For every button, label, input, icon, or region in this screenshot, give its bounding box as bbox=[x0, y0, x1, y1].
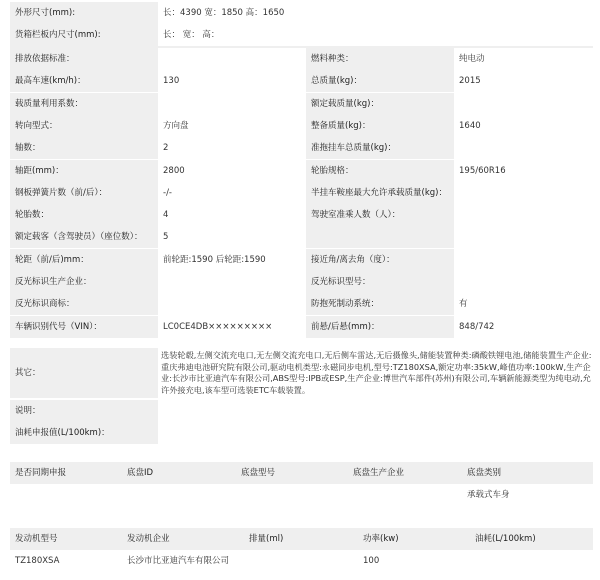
spec-value: 前轮距:1590 后轮距:1590 bbox=[158, 249, 306, 271]
spec-value: 848/742 bbox=[454, 316, 593, 338]
other-label: 其它： bbox=[10, 348, 158, 398]
dims-value: 长：4390 宽：1850 高：1650 bbox=[158, 2, 593, 24]
chassis-table bbox=[10, 462, 593, 506]
spec-value bbox=[158, 93, 306, 115]
spec-value: 有 bbox=[454, 293, 593, 315]
spec-row bbox=[10, 93, 593, 115]
chassis-header: 底盘类别 bbox=[462, 462, 593, 484]
spec-row bbox=[10, 293, 593, 315]
spec-value: 4 bbox=[158, 204, 306, 226]
chassis-cell bbox=[348, 484, 462, 506]
spec-value bbox=[158, 48, 306, 70]
engine-header: 功率(kw) bbox=[358, 528, 470, 550]
chassis-cell bbox=[122, 484, 236, 506]
spec-row bbox=[10, 137, 593, 159]
spec-value bbox=[454, 137, 593, 159]
spec-label: 载质量利用系数： bbox=[10, 93, 158, 115]
spec-row bbox=[10, 316, 593, 338]
spec-value: 2015 bbox=[454, 70, 593, 92]
spec-label: 轮距（前/后)mm： bbox=[10, 249, 158, 271]
spec-row bbox=[10, 160, 593, 182]
spec-label: 轮胎规格： bbox=[306, 160, 454, 182]
spec-value: -/- bbox=[158, 182, 306, 204]
chassis-header: 底盘型号 bbox=[236, 462, 348, 484]
engine-table bbox=[10, 528, 593, 572]
spec-row bbox=[10, 182, 593, 204]
spec-value: 195/60R16 bbox=[454, 160, 593, 182]
spec-label: 驾驶室准乘人数（人）： bbox=[306, 204, 454, 226]
engine-header: 排量(ml) bbox=[244, 528, 358, 550]
spec-value: 2 bbox=[158, 137, 306, 159]
fuel-row bbox=[10, 422, 593, 444]
spec-value bbox=[454, 226, 593, 248]
chassis-cell: 承载式车身 bbox=[462, 484, 593, 506]
chassis-header: 是否同期申报 bbox=[10, 462, 122, 484]
spec-label: 接近角/离去角（度）： bbox=[306, 249, 454, 271]
spec-label: 总质量(kg)： bbox=[306, 70, 454, 92]
engine-cell bbox=[470, 550, 593, 572]
cargo-label: 货箱栏板内尺寸(mm): bbox=[10, 24, 158, 46]
spec-label: 最高车速(km/h)： bbox=[10, 70, 158, 92]
engine-cell bbox=[244, 550, 358, 572]
other-row bbox=[10, 348, 593, 398]
spec-label: 准拖挂车总质量(kg)： bbox=[306, 137, 454, 159]
engine-header: 发动机企业 bbox=[122, 528, 244, 550]
engine-header: 发动机型号 bbox=[10, 528, 122, 550]
spec-label: 反光标识商标： bbox=[10, 293, 158, 315]
note-label: 说明： bbox=[10, 400, 158, 422]
spec-value: 130 bbox=[158, 70, 306, 92]
spec-label: 前悬/后悬(mm)： bbox=[306, 316, 454, 338]
spec-row bbox=[10, 271, 593, 293]
chassis-cell bbox=[10, 484, 122, 506]
spec-row bbox=[10, 204, 593, 226]
spec-label: 防抱死制动系统： bbox=[306, 293, 454, 315]
spec-label: 车辆识别代号（VIN）： bbox=[10, 316, 158, 338]
spec-label: 轴数： bbox=[10, 137, 158, 159]
fuel-value bbox=[158, 422, 593, 444]
note-row bbox=[10, 400, 593, 422]
dims-row bbox=[10, 2, 593, 24]
spec-value: 2800 bbox=[158, 160, 306, 182]
note-value bbox=[158, 400, 593, 422]
spec-value: 方向盘 bbox=[158, 115, 306, 137]
cargo-value: 长： 宽： 高： bbox=[158, 24, 593, 46]
spec-label: 轴距(mm)： bbox=[10, 160, 158, 182]
spec-label: 半挂车鞍座最大允许承载质量(kg)： bbox=[306, 182, 454, 204]
spec-label: 燃料种类： bbox=[306, 48, 454, 70]
spec-label: 转向型式： bbox=[10, 115, 158, 137]
engine-cell: 100 bbox=[358, 550, 470, 572]
spec-value: LC0CE4DB××××××××× bbox=[158, 316, 306, 338]
dims-label: 外形尺寸(mm): bbox=[10, 2, 158, 24]
spec-value bbox=[158, 293, 306, 315]
spec-value bbox=[158, 271, 306, 293]
spec-row bbox=[10, 70, 593, 92]
spec-value: 5 bbox=[158, 226, 306, 248]
spec-label: 轮胎数： bbox=[10, 204, 158, 226]
spec-row bbox=[10, 115, 593, 137]
spec-value: 1640 bbox=[454, 115, 593, 137]
spec-row bbox=[10, 226, 593, 248]
spec-label bbox=[306, 226, 454, 248]
other-value: 选装轮毂,左侧交流充电口,无左侧交流充电口,无后侧车雷达,无后摄像头,储能装置种类:磷酸铁锂电池,储能装置生产企业:重庆弗迪电池研究院有限公司,驱动电机类型:永磁同步电机,型号:TZ180XSA,额定功率:35kW,峰值功率:100kW,生产企业:长沙市比亚迪汽车有限公司,ABS型号:IPB或ESP,生产企业:博世汽车部件(苏州)有限公司,车辆新能源类型为纯电动,允许外接充电,该车型可选装ETC车载装置。 bbox=[161, 350, 592, 395]
spec-row bbox=[10, 249, 593, 271]
spec-label: 整备质量(kg)： bbox=[306, 115, 454, 137]
chassis-header: 底盘ID bbox=[122, 462, 236, 484]
spec-label: 反光标识生产企业： bbox=[10, 271, 158, 293]
engine-cell: TZ180XSA bbox=[10, 550, 122, 572]
spec-label: 排放依据标准： bbox=[10, 48, 158, 70]
fuel-label: 油耗申报值(L/100km)： bbox=[10, 422, 158, 444]
spec-value bbox=[454, 204, 593, 226]
spec-label: 额定载客（含驾驶员）（座位数）： bbox=[10, 226, 158, 248]
chassis-cell bbox=[236, 484, 348, 506]
spec-value: 纯电动 bbox=[454, 48, 593, 70]
spec-label: 额定载质量(kg)： bbox=[306, 93, 454, 115]
spec-row bbox=[10, 48, 593, 70]
spec-label: 钢板弹簧片数（前/后）： bbox=[10, 182, 158, 204]
spec-value bbox=[454, 93, 593, 115]
chassis-header: 底盘生产企业 bbox=[348, 462, 462, 484]
spec-value bbox=[454, 182, 593, 204]
spec-label: 反光标识型号： bbox=[306, 271, 454, 293]
spec-value bbox=[454, 271, 593, 293]
engine-cell: 长沙市比亚迪汽车有限公司 bbox=[122, 550, 244, 572]
spec-value bbox=[454, 249, 593, 271]
cargo-row bbox=[10, 24, 593, 46]
engine-header: 油耗(L/100km) bbox=[470, 528, 593, 550]
